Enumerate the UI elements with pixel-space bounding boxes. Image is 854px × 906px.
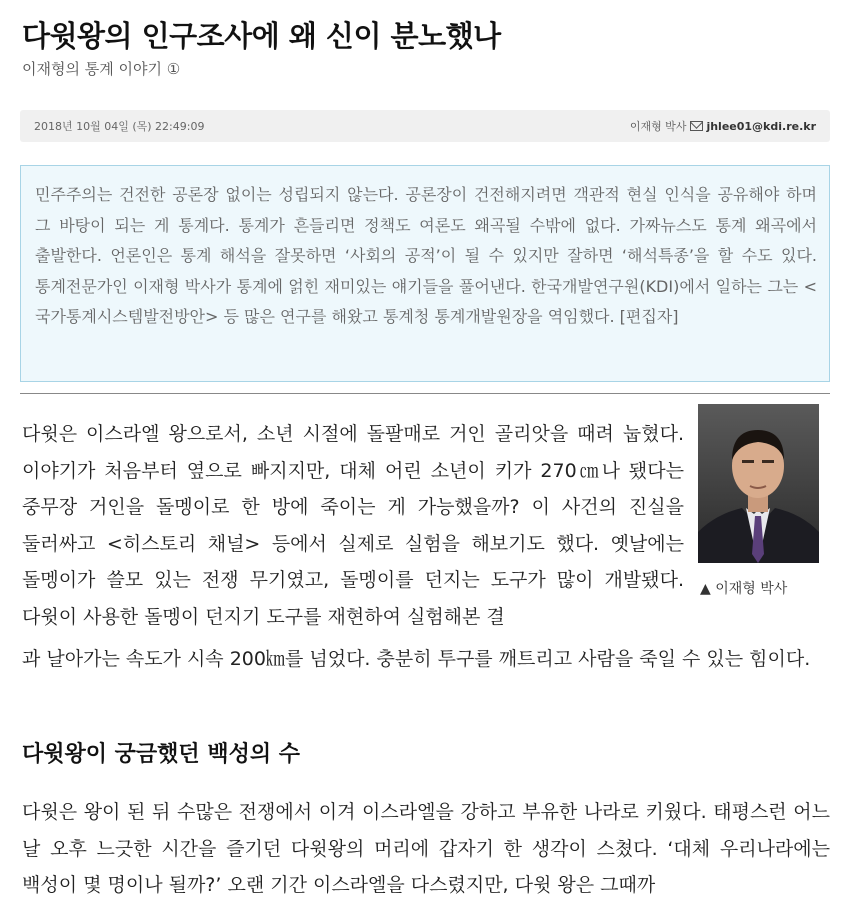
- author-email-link[interactable]: jhlee01@kdi.re.kr: [706, 119, 816, 133]
- editor-summary-text: 민주주의는 건전한 공론장 없이는 성립되지 않는다. 공론장이 건전해지려면 객관적 현실 인식을 공유해야 하며 그 바탕이 되는 게 통계다. 통계가 흔들리면 정책도 여론도 왜곡될 수밖에 없다. 가짜뉴스도 통계 왜곡에서 출발한다. 언론인은 통계 해석을 잘못하면 ‘사회의 공적’이 될 수 있지만 잘하면 ‘해석특종’을 할 수도 있다. 통계전문가인 이재형 박사가 통계에 얽힌 재미있는 얘기들을 풀어낸다. 한국개발연구원(KDI)에서 일하는 그는 <국가통계시스템발전방안> 등 많은 연구를 해왔고 통계청 통계개발원장을 역임했다. [편집자]: [35, 185, 817, 326]
- divider: [20, 393, 830, 394]
- mail-icon[interactable]: [690, 121, 703, 131]
- article-subtitle: 이재형의 통계 이야기 ①: [22, 60, 181, 78]
- publish-date: 2018년 10월 04일 (목) 22:49:09: [34, 120, 205, 133]
- article-meta-bar: [20, 110, 830, 142]
- body-paragraph-1-part-a: 다윗은 이스라엘 왕으로서, 소년 시절에 돌팔매로 거인 골리앗을 때려 눕혔다. 이야기가 처음부터 옆으로 빠지지만, 대체 어린 소년이 키가 270㎝나 됐다는 중무장 거인을 돌멩이로 한 방에 죽이는 게 가능했을까? 이 사건의 진실을 둘러싸고 <히스토리 채널> 등에서 실제로 실험을 해보기도 했다. 옛날에는 돌멩이가 쓸모 있는 전쟁 무기였고, 돌멩이를 던지는 도구가 많이 개발됐다. 다윗이 사용한 돌멩이 던지기 도구를 재현하여 실험해본 결: [22, 423, 684, 628]
- author-portrait-image: [698, 404, 819, 563]
- article-title: 다윗왕의 인구조사에 왜 신이 분노했나: [22, 19, 501, 53]
- editor-summary-box: [20, 165, 830, 382]
- body-paragraph-1-part-b: 과 날아가는 속도가 시속 200㎞를 넘었다. 충분히 투구를 깨트리고 사람을 죽일 수 있는 힘이다.: [22, 648, 811, 670]
- author-photo: [698, 404, 819, 563]
- author-name: 이재형 박사: [629, 120, 687, 133]
- body-paragraph-2: 다윗은 왕이 된 뒤 수많은 전쟁에서 이겨 이스라엘을 강하고 부유한 나라로 키웠다. 태평스런 어느 날 오후 느긋한 시간을 즐기던 다윗왕의 머리에 갑자기 한 생각이 스쳤다. ‘대체 우리나라에는 백성이 몇 명이나 될까?’ 오랜 기간 이스라엘을 다스렸지만, 다윗 왕은 그때까: [22, 801, 830, 896]
- photo-caption: ▲ 이재형 박사: [700, 581, 788, 597]
- author-info: [630, 118, 816, 134]
- section-heading: 다윗왕이 궁금했던 백성의 수: [22, 742, 301, 767]
